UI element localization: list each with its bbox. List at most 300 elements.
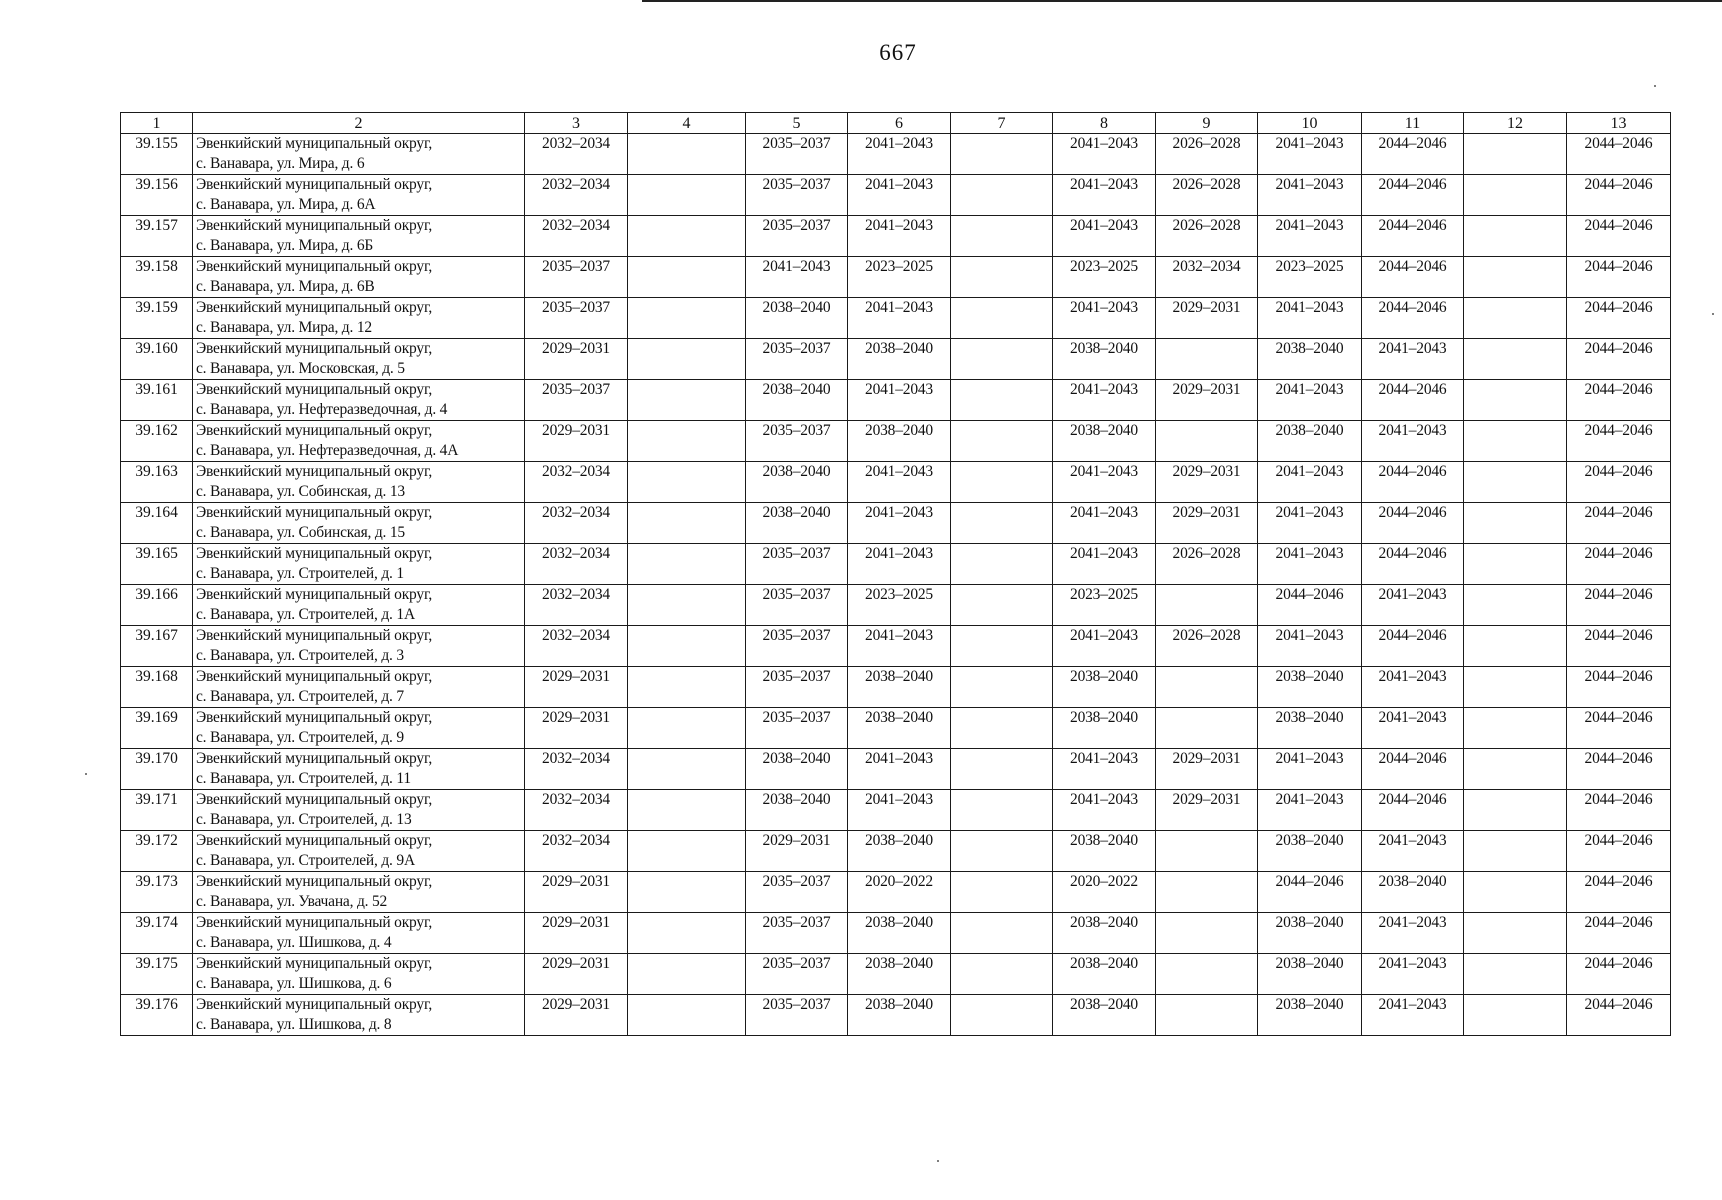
period-cell-col-3: 2032–2034 [525, 134, 628, 175]
column-number-7: 7 [951, 113, 1053, 134]
period-cell-col-9: 2032–2034 [1156, 257, 1258, 298]
row-number: 39.165 [121, 544, 193, 585]
period-cell-col-7 [951, 134, 1053, 175]
period-cell-col-11: 2041–2043 [1362, 421, 1464, 462]
period-cell-col-5: 2035–2037 [746, 995, 848, 1036]
period-cell-col-9: 2029–2031 [1156, 790, 1258, 831]
column-number-3: 3 [525, 113, 628, 134]
row-number: 39.174 [121, 913, 193, 954]
page-number: 667 [879, 40, 917, 65]
street-address-line: с. Ванавара, ул. Строителей, д. 13 [196, 810, 412, 828]
column-number-1: 1 [121, 113, 193, 134]
row-number: 39.175 [121, 954, 193, 995]
row-number: 39.160 [121, 339, 193, 380]
municipality-line: Эвенкийский муниципальный округ, [196, 217, 433, 234]
period-cell-col-7 [951, 339, 1053, 380]
street-address-line: с. Ванавара, ул. Собинская, д. 15 [196, 523, 405, 541]
municipality-line: Эвенкийский муниципальный округ, [196, 668, 433, 685]
period-cell-col-7 [951, 585, 1053, 626]
period-cell-col-10: 2038–2040 [1258, 667, 1362, 708]
street-address-line: с. Ванавара, ул. Шишкова, д. 8 [196, 1015, 392, 1033]
municipality-line: Эвенкийский муниципальный округ, [196, 873, 433, 890]
table-row [121, 503, 1671, 544]
period-cell-col-12 [1464, 954, 1567, 995]
period-cell-col-13: 2044–2046 [1567, 708, 1671, 749]
period-cell-col-3: 2029–2031 [525, 995, 628, 1036]
column-number-4: 4 [628, 113, 746, 134]
period-cell-col-4 [628, 831, 746, 872]
address-cell [193, 339, 525, 380]
period-cell-col-3: 2035–2037 [525, 298, 628, 339]
period-cell-col-5: 2035–2037 [746, 913, 848, 954]
period-cell-col-8: 2038–2040 [1053, 995, 1156, 1036]
period-cell-col-13: 2044–2046 [1567, 216, 1671, 257]
street-address-line: с. Ванавара, ул. Московская, д. 5 [196, 359, 405, 377]
period-cell-col-6: 2038–2040 [848, 954, 951, 995]
municipality-line: Эвенкийский муниципальный округ, [196, 381, 433, 398]
period-cell-col-12 [1464, 421, 1567, 462]
period-cell-col-12 [1464, 462, 1567, 503]
table-row [121, 380, 1671, 421]
period-cell-col-6: 2038–2040 [848, 667, 951, 708]
period-cell-col-4 [628, 216, 746, 257]
column-number-12: 12 [1464, 113, 1567, 134]
period-cell-col-10: 2041–2043 [1258, 544, 1362, 585]
table-row [121, 667, 1671, 708]
period-cell-col-6: 2038–2040 [848, 913, 951, 954]
period-cell-col-6: 2041–2043 [848, 380, 951, 421]
period-cell-col-8: 2023–2025 [1053, 585, 1156, 626]
column-number-row [121, 113, 1671, 134]
address-cell [193, 585, 525, 626]
period-cell-col-6: 2041–2043 [848, 749, 951, 790]
address-cell [193, 708, 525, 749]
address-cell [193, 995, 525, 1036]
period-cell-col-7 [951, 708, 1053, 749]
period-cell-col-3: 2032–2034 [525, 175, 628, 216]
period-cell-col-11: 2041–2043 [1362, 339, 1464, 380]
row-number: 39.169 [121, 708, 193, 749]
period-cell-col-11: 2044–2046 [1362, 462, 1464, 503]
table-row [121, 216, 1671, 257]
period-cell-col-3: 2029–2031 [525, 667, 628, 708]
period-cell-col-13: 2044–2046 [1567, 913, 1671, 954]
street-address-line: с. Ванавара, ул. Строителей, д. 1 [196, 564, 404, 582]
period-cell-col-10: 2041–2043 [1258, 216, 1362, 257]
municipality-line: Эвенкийский муниципальный округ, [196, 258, 433, 275]
period-cell-col-3: 2032–2034 [525, 216, 628, 257]
period-cell-col-11: 2041–2043 [1362, 913, 1464, 954]
address-cell [193, 913, 525, 954]
period-cell-col-10: 2041–2043 [1258, 175, 1362, 216]
row-number: 39.172 [121, 831, 193, 872]
address-cell [193, 421, 525, 462]
period-cell-col-11: 2044–2046 [1362, 544, 1464, 585]
period-cell-col-10: 2038–2040 [1258, 995, 1362, 1036]
period-cell-col-12 [1464, 749, 1567, 790]
period-cell-col-5: 2035–2037 [746, 216, 848, 257]
period-cell-col-7 [951, 216, 1053, 257]
table-row [121, 708, 1671, 749]
period-cell-col-13: 2044–2046 [1567, 585, 1671, 626]
street-address-line: с. Ванавара, ул. Строителей, д. 1А [196, 605, 415, 623]
municipality-line: Эвенкийский муниципальный округ, [196, 135, 433, 152]
period-cell-col-8: 2041–2043 [1053, 544, 1156, 585]
period-cell-col-11: 2041–2043 [1362, 585, 1464, 626]
period-cell-col-3: 2029–2031 [525, 872, 628, 913]
period-cell-col-12 [1464, 708, 1567, 749]
period-cell-col-7 [951, 995, 1053, 1036]
period-cell-col-5: 2035–2037 [746, 708, 848, 749]
period-cell-col-5: 2038–2040 [746, 790, 848, 831]
period-cell-col-9 [1156, 913, 1258, 954]
street-address-line: с. Ванавара, ул. Мира, д. 6В [196, 277, 375, 295]
period-cell-col-9: 2029–2031 [1156, 503, 1258, 544]
period-cell-col-9 [1156, 421, 1258, 462]
period-cell-col-7 [951, 544, 1053, 585]
period-cell-col-6: 2041–2043 [848, 544, 951, 585]
period-cell-col-3: 2029–2031 [525, 913, 628, 954]
period-cell-col-3: 2032–2034 [525, 626, 628, 667]
period-cell-col-5: 2035–2037 [746, 585, 848, 626]
row-number: 39.158 [121, 257, 193, 298]
address-cell [193, 462, 525, 503]
period-cell-col-5: 2035–2037 [746, 175, 848, 216]
address-cell [193, 954, 525, 995]
period-cell-col-4 [628, 503, 746, 544]
period-cell-col-10: 2041–2043 [1258, 462, 1362, 503]
table-row [121, 134, 1671, 175]
period-cell-col-6: 2023–2025 [848, 257, 951, 298]
row-number: 39.176 [121, 995, 193, 1036]
schedule-table [120, 112, 1671, 1036]
municipality-line: Эвенкийский муниципальный округ, [196, 709, 433, 726]
period-cell-col-13: 2044–2046 [1567, 380, 1671, 421]
period-cell-col-13: 2044–2046 [1567, 831, 1671, 872]
period-cell-col-12 [1464, 544, 1567, 585]
period-cell-col-8: 2020–2022 [1053, 872, 1156, 913]
period-cell-col-4 [628, 339, 746, 380]
street-address-line: с. Ванавара, ул. Строителей, д. 11 [196, 769, 411, 787]
municipality-line: Эвенкийский муниципальный округ, [196, 832, 433, 849]
period-cell-col-3: 2032–2034 [525, 790, 628, 831]
row-number: 39.161 [121, 380, 193, 421]
address-cell [193, 503, 525, 544]
period-cell-col-10: 2038–2040 [1258, 913, 1362, 954]
period-cell-col-11: 2044–2046 [1362, 380, 1464, 421]
period-cell-col-8: 2023–2025 [1053, 257, 1156, 298]
period-cell-col-12 [1464, 175, 1567, 216]
period-cell-col-9 [1156, 339, 1258, 380]
period-cell-col-10: 2041–2043 [1258, 749, 1362, 790]
table-row [121, 626, 1671, 667]
period-cell-col-4 [628, 134, 746, 175]
period-cell-col-9 [1156, 585, 1258, 626]
period-cell-col-4 [628, 257, 746, 298]
period-cell-col-6: 2041–2043 [848, 175, 951, 216]
table-row [121, 421, 1671, 462]
municipality-line: Эвенкийский муниципальный округ, [196, 750, 433, 767]
municipality-line: Эвенкийский муниципальный округ, [196, 586, 433, 603]
period-cell-col-6: 2038–2040 [848, 995, 951, 1036]
period-cell-col-13: 2044–2046 [1567, 995, 1671, 1036]
municipality-line: Эвенкийский муниципальный округ, [196, 504, 433, 521]
row-number: 39.170 [121, 749, 193, 790]
table-row [121, 544, 1671, 585]
period-cell-col-4 [628, 380, 746, 421]
period-cell-col-12 [1464, 339, 1567, 380]
period-cell-col-6: 2041–2043 [848, 298, 951, 339]
row-number: 39.168 [121, 667, 193, 708]
period-cell-col-4 [628, 462, 746, 503]
column-number-11: 11 [1362, 113, 1464, 134]
period-cell-col-5: 2035–2037 [746, 667, 848, 708]
period-cell-col-7 [951, 872, 1053, 913]
street-address-line: с. Ванавара, ул. Мира, д. 6Б [196, 236, 374, 254]
municipality-line: Эвенкийский муниципальный округ, [196, 299, 433, 316]
period-cell-col-8: 2038–2040 [1053, 708, 1156, 749]
period-cell-col-12 [1464, 913, 1567, 954]
period-cell-col-10: 2038–2040 [1258, 954, 1362, 995]
period-cell-col-13: 2044–2046 [1567, 134, 1671, 175]
period-cell-col-3: 2035–2037 [525, 257, 628, 298]
table-row [121, 790, 1671, 831]
column-number-8: 8 [1053, 113, 1156, 134]
period-cell-col-12 [1464, 995, 1567, 1036]
period-cell-col-11: 2044–2046 [1362, 175, 1464, 216]
table-row [121, 339, 1671, 380]
period-cell-col-4 [628, 749, 746, 790]
period-cell-col-8: 2038–2040 [1053, 421, 1156, 462]
table-row [121, 995, 1671, 1036]
period-cell-col-9: 2029–2031 [1156, 462, 1258, 503]
period-cell-col-12 [1464, 626, 1567, 667]
period-cell-col-13: 2044–2046 [1567, 626, 1671, 667]
period-cell-col-10: 2041–2043 [1258, 790, 1362, 831]
period-cell-col-5: 2038–2040 [746, 380, 848, 421]
address-cell [193, 216, 525, 257]
address-cell [193, 667, 525, 708]
period-cell-col-9: 2026–2028 [1156, 134, 1258, 175]
municipality-line: Эвенкийский муниципальный округ, [196, 791, 433, 808]
scan-speck [1654, 85, 1656, 87]
period-cell-col-6: 2020–2022 [848, 872, 951, 913]
municipality-line: Эвенкийский муниципальный округ, [196, 955, 433, 972]
address-cell [193, 872, 525, 913]
municipality-line: Эвенкийский муниципальный округ, [196, 176, 433, 193]
period-cell-col-9: 2026–2028 [1156, 544, 1258, 585]
period-cell-col-9: 2029–2031 [1156, 298, 1258, 339]
address-cell [193, 544, 525, 585]
period-cell-col-9 [1156, 708, 1258, 749]
period-cell-col-10: 2044–2046 [1258, 872, 1362, 913]
period-cell-col-6: 2041–2043 [848, 790, 951, 831]
street-address-line: с. Ванавара, ул. Нефтеразведочная, д. 4А [196, 441, 459, 459]
period-cell-col-13: 2044–2046 [1567, 421, 1671, 462]
municipality-line: Эвенкийский муниципальный округ, [196, 463, 433, 480]
period-cell-col-5: 2035–2037 [746, 544, 848, 585]
row-number: 39.159 [121, 298, 193, 339]
period-cell-col-3: 2032–2034 [525, 544, 628, 585]
period-cell-col-11: 2038–2040 [1362, 872, 1464, 913]
period-cell-col-5: 2035–2037 [746, 134, 848, 175]
period-cell-col-12 [1464, 380, 1567, 421]
period-cell-col-13: 2044–2046 [1567, 298, 1671, 339]
address-cell [193, 257, 525, 298]
street-address-line: с. Ванавара, ул. Мира, д. 12 [196, 318, 372, 336]
period-cell-col-11: 2044–2046 [1362, 257, 1464, 298]
period-cell-col-3: 2029–2031 [525, 954, 628, 995]
period-cell-col-10: 2041–2043 [1258, 380, 1362, 421]
period-cell-col-8: 2041–2043 [1053, 298, 1156, 339]
period-cell-col-10: 2041–2043 [1258, 503, 1362, 544]
period-cell-col-11: 2044–2046 [1362, 134, 1464, 175]
period-cell-col-7 [951, 503, 1053, 544]
period-cell-col-8: 2038–2040 [1053, 339, 1156, 380]
row-number: 39.173 [121, 872, 193, 913]
top-edge-rule [642, 0, 1722, 2]
period-cell-col-5: 2038–2040 [746, 298, 848, 339]
municipality-line: Эвенкийский муниципальный округ, [196, 422, 433, 439]
period-cell-col-7 [951, 380, 1053, 421]
period-cell-col-6: 2041–2043 [848, 216, 951, 257]
municipality-line: Эвенкийский муниципальный округ, [196, 545, 433, 562]
period-cell-col-11: 2041–2043 [1362, 954, 1464, 995]
column-number-10: 10 [1258, 113, 1362, 134]
period-cell-col-3: 2032–2034 [525, 585, 628, 626]
period-cell-col-6: 2038–2040 [848, 339, 951, 380]
period-cell-col-3: 2032–2034 [525, 749, 628, 790]
period-cell-col-11: 2044–2046 [1362, 216, 1464, 257]
period-cell-col-4 [628, 544, 746, 585]
period-cell-col-11: 2041–2043 [1362, 667, 1464, 708]
street-address-line: с. Ванавара, ул. Собинская, д. 13 [196, 482, 405, 500]
period-cell-col-12 [1464, 216, 1567, 257]
street-address-line: с. Ванавара, ул. Строителей, д. 9 [196, 728, 404, 746]
period-cell-col-12 [1464, 790, 1567, 831]
period-cell-col-13: 2044–2046 [1567, 339, 1671, 380]
address-cell [193, 749, 525, 790]
period-cell-col-3: 2029–2031 [525, 421, 628, 462]
period-cell-col-5: 2035–2037 [746, 626, 848, 667]
period-cell-col-10: 2038–2040 [1258, 339, 1362, 380]
period-cell-col-11: 2044–2046 [1362, 503, 1464, 544]
scan-speck [85, 773, 87, 775]
row-number: 39.166 [121, 585, 193, 626]
period-cell-col-6: 2038–2040 [848, 708, 951, 749]
period-cell-col-6: 2023–2025 [848, 585, 951, 626]
period-cell-col-4 [628, 421, 746, 462]
table-row [121, 298, 1671, 339]
period-cell-col-6: 2041–2043 [848, 462, 951, 503]
period-cell-col-11: 2041–2043 [1362, 995, 1464, 1036]
period-cell-col-3: 2035–2037 [525, 380, 628, 421]
municipality-line: Эвенкийский муниципальный округ, [196, 340, 433, 357]
street-address-line: с. Ванавара, ул. Мира, д. 6А [196, 195, 376, 213]
period-cell-col-13: 2044–2046 [1567, 257, 1671, 298]
period-cell-col-6: 2041–2043 [848, 134, 951, 175]
period-cell-col-4 [628, 626, 746, 667]
period-cell-col-3: 2029–2031 [525, 339, 628, 380]
street-address-line: с. Ванавара, ул. Строителей, д. 9А [196, 851, 415, 869]
period-cell-col-5: 2035–2037 [746, 339, 848, 380]
period-cell-col-8: 2041–2043 [1053, 503, 1156, 544]
address-cell [193, 175, 525, 216]
period-cell-col-9: 2029–2031 [1156, 380, 1258, 421]
address-cell [193, 831, 525, 872]
row-number: 39.164 [121, 503, 193, 544]
row-number: 39.156 [121, 175, 193, 216]
period-cell-col-8: 2038–2040 [1053, 667, 1156, 708]
period-cell-col-7 [951, 298, 1053, 339]
period-cell-col-12 [1464, 872, 1567, 913]
period-cell-col-7 [951, 913, 1053, 954]
table-row [121, 831, 1671, 872]
period-cell-col-10: 2038–2040 [1258, 708, 1362, 749]
period-cell-col-8: 2041–2043 [1053, 134, 1156, 175]
table-row [121, 749, 1671, 790]
period-cell-col-8: 2038–2040 [1053, 913, 1156, 954]
period-cell-col-13: 2044–2046 [1567, 790, 1671, 831]
period-cell-col-4 [628, 667, 746, 708]
address-cell [193, 626, 525, 667]
period-cell-col-4 [628, 585, 746, 626]
municipality-line: Эвенкийский муниципальный округ, [196, 996, 433, 1013]
period-cell-col-9 [1156, 831, 1258, 872]
period-cell-col-3: 2032–2034 [525, 503, 628, 544]
period-cell-col-12 [1464, 585, 1567, 626]
period-cell-col-6: 2038–2040 [848, 831, 951, 872]
period-cell-col-4 [628, 995, 746, 1036]
period-cell-col-6: 2041–2043 [848, 503, 951, 544]
period-cell-col-12 [1464, 257, 1567, 298]
period-cell-col-8: 2041–2043 [1053, 790, 1156, 831]
period-cell-col-9: 2029–2031 [1156, 749, 1258, 790]
period-cell-col-4 [628, 872, 746, 913]
row-number: 39.162 [121, 421, 193, 462]
period-cell-col-11: 2041–2043 [1362, 831, 1464, 872]
period-cell-col-4 [628, 954, 746, 995]
period-cell-col-6: 2038–2040 [848, 421, 951, 462]
period-cell-col-8: 2038–2040 [1053, 954, 1156, 995]
municipality-line: Эвенкийский муниципальный округ, [196, 627, 433, 644]
period-cell-col-4 [628, 913, 746, 954]
period-cell-col-5: 2029–2031 [746, 831, 848, 872]
period-cell-col-13: 2044–2046 [1567, 175, 1671, 216]
period-cell-col-10: 2023–2025 [1258, 257, 1362, 298]
period-cell-col-13: 2044–2046 [1567, 503, 1671, 544]
period-cell-col-13: 2044–2046 [1567, 667, 1671, 708]
period-cell-col-9 [1156, 872, 1258, 913]
period-cell-col-10: 2041–2043 [1258, 134, 1362, 175]
table-row [121, 913, 1671, 954]
period-cell-col-10: 2041–2043 [1258, 626, 1362, 667]
period-cell-col-7 [951, 790, 1053, 831]
period-cell-col-9: 2026–2028 [1156, 626, 1258, 667]
period-cell-col-9: 2026–2028 [1156, 216, 1258, 257]
period-cell-col-11: 2044–2046 [1362, 749, 1464, 790]
period-cell-col-13: 2044–2046 [1567, 462, 1671, 503]
period-cell-col-3: 2032–2034 [525, 462, 628, 503]
scan-speck [1712, 313, 1714, 315]
period-cell-col-5: 2035–2037 [746, 954, 848, 995]
column-number-6: 6 [848, 113, 951, 134]
address-cell [193, 298, 525, 339]
period-cell-col-8: 2041–2043 [1053, 380, 1156, 421]
table-row [121, 175, 1671, 216]
period-cell-col-3: 2029–2031 [525, 708, 628, 749]
period-cell-col-8: 2041–2043 [1053, 175, 1156, 216]
